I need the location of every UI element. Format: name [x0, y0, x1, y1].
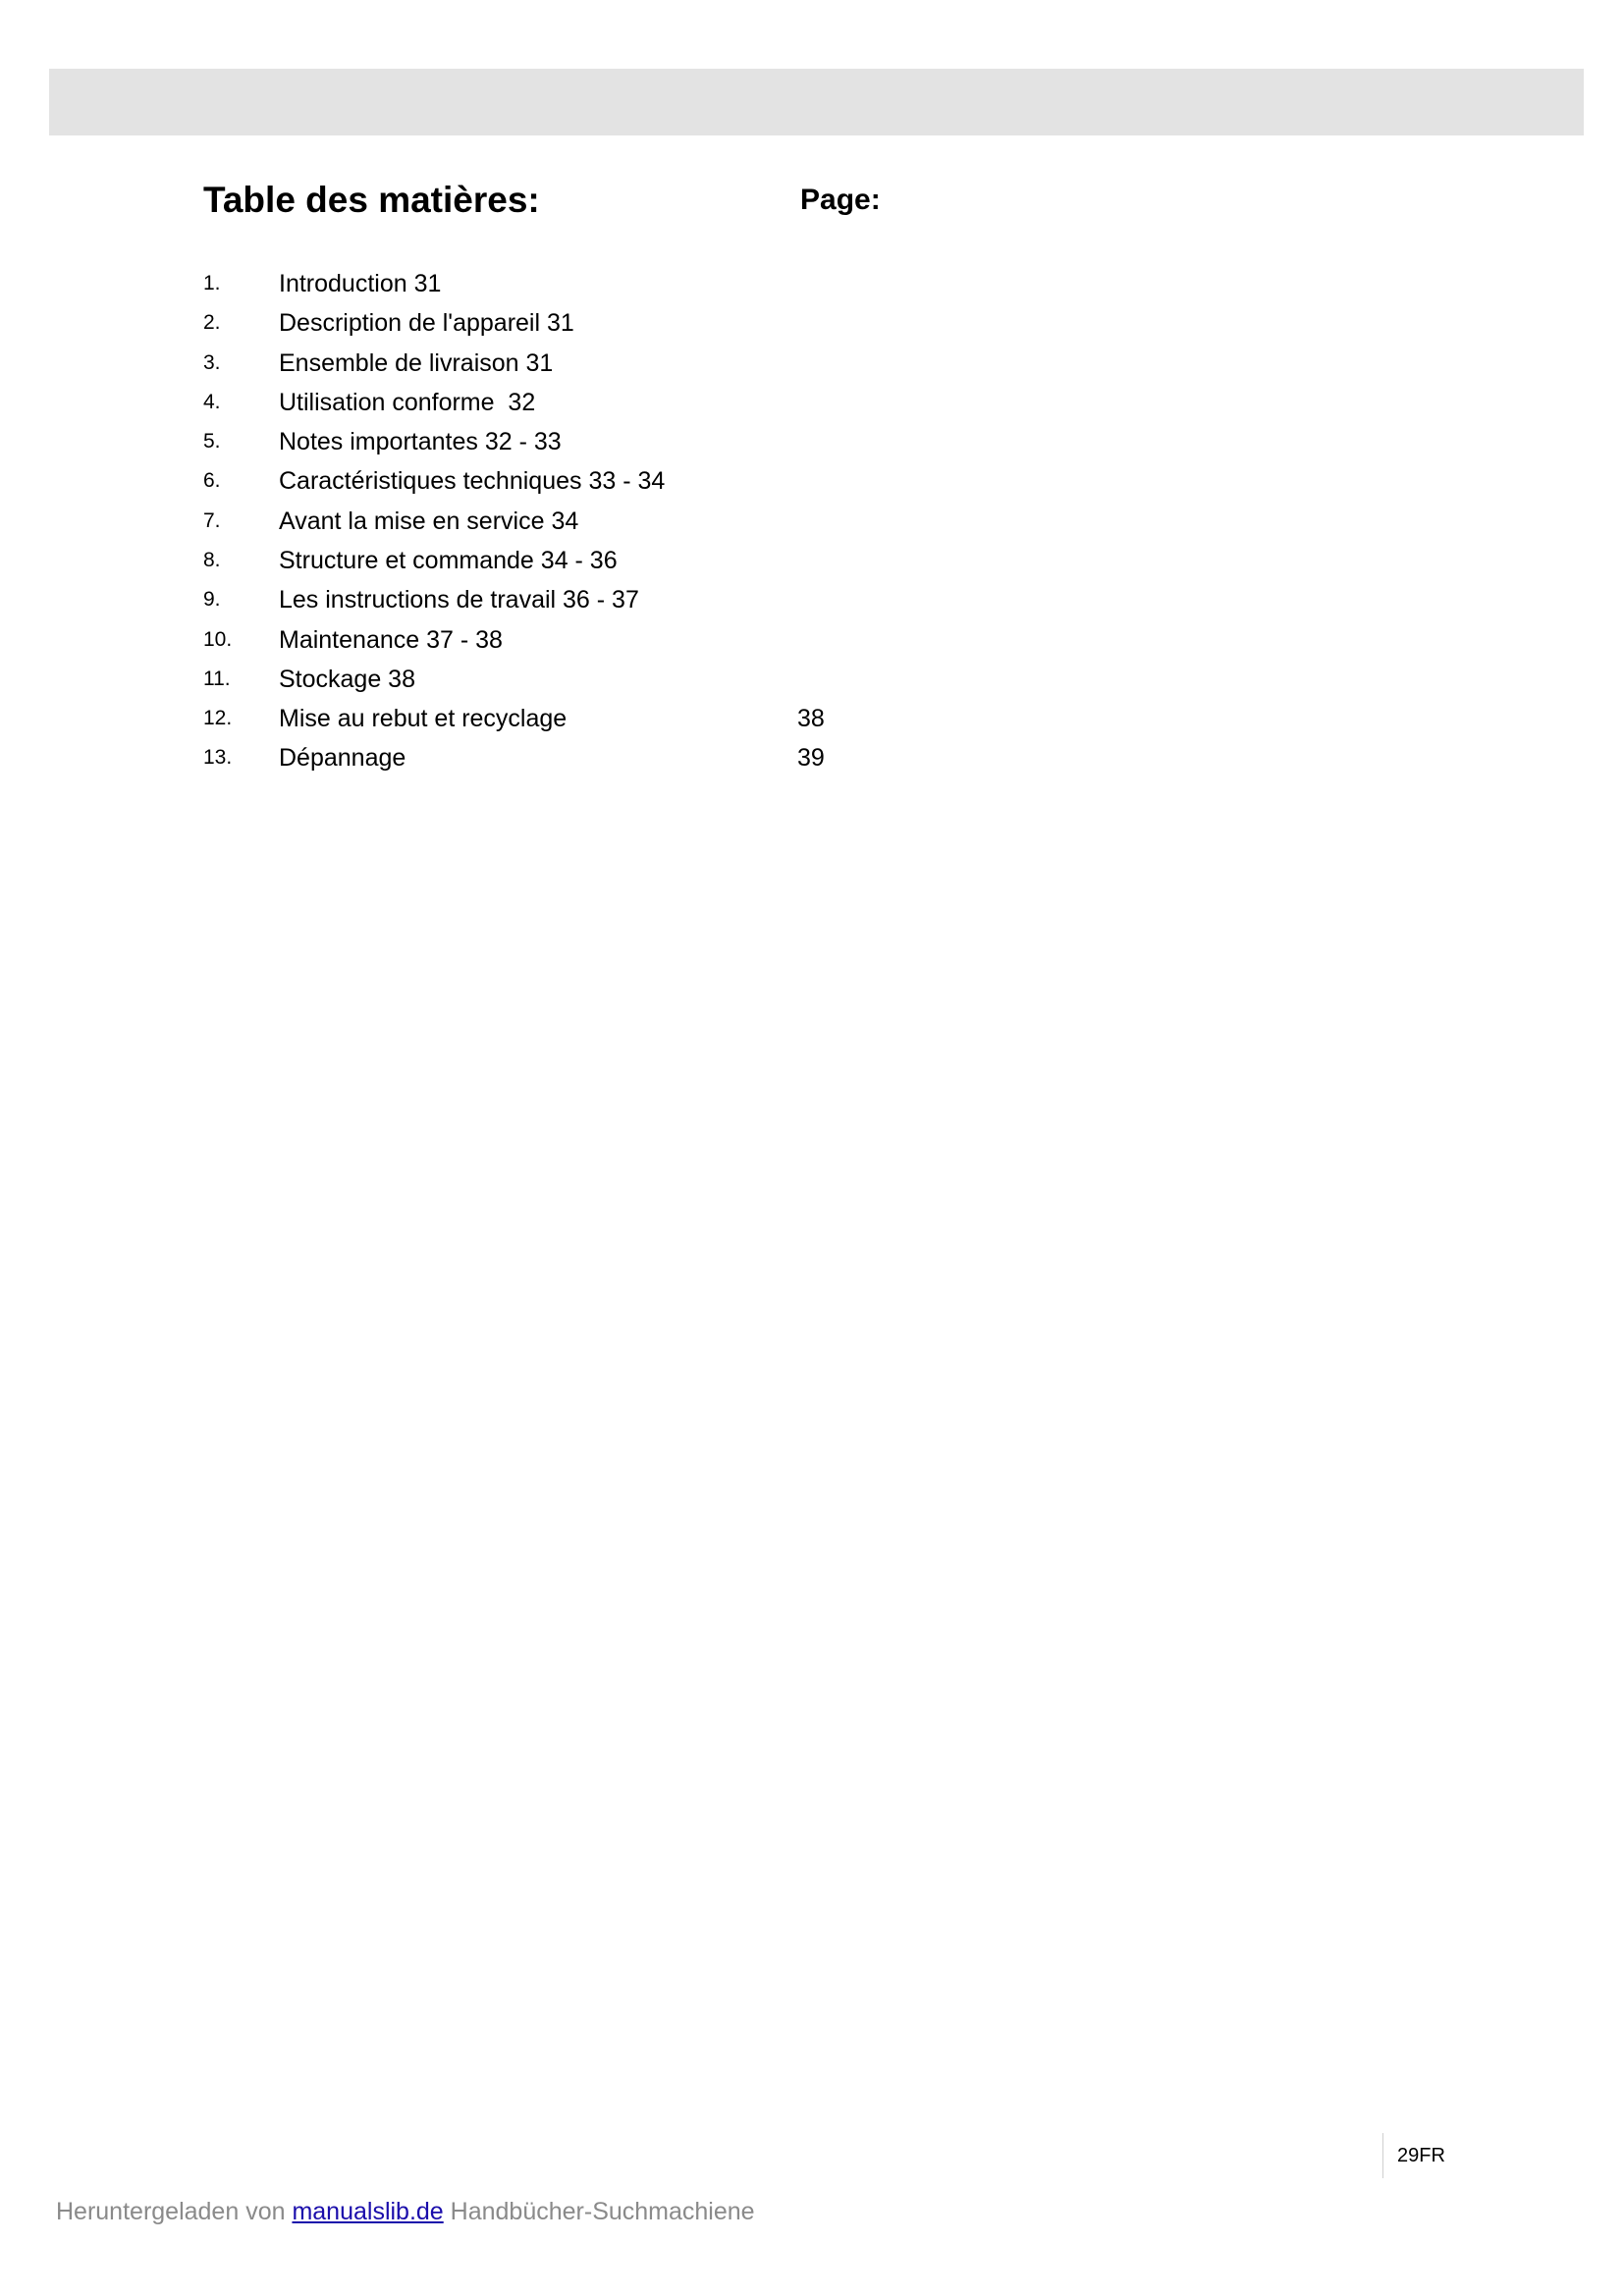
toc-entry	[0, 347, 1624, 382]
toc-entry-text: Mise au rebut et recyclage	[279, 705, 568, 732]
toc-entry-text: Notes importantes 32 - 33	[279, 428, 562, 455]
toc-entry-number: 2.	[203, 311, 221, 334]
toc-entry-number: 11.	[203, 667, 231, 690]
download-footer	[56, 2195, 755, 2228]
toc-entry-number: 12.	[203, 707, 233, 729]
toc-entry-text: Structure et commande 34 - 36	[279, 547, 618, 574]
toc-entry-text: Introduction 31	[279, 270, 442, 297]
manualslib-link[interactable]: manualslib.de	[292, 2198, 444, 2225]
toc-entry-text: Description de l'appareil 31	[279, 309, 574, 337]
toc-entry	[0, 623, 1624, 659]
toc-entry-number: 1.	[203, 272, 221, 294]
toc-entry-text: Ensemble de livraison 31	[279, 349, 554, 377]
toc-entry	[0, 583, 1624, 618]
toc-entry-number: 4.	[203, 391, 221, 413]
toc-entry	[0, 267, 1624, 302]
toc-entry	[0, 386, 1624, 421]
toc-entry-number: 13.	[203, 746, 233, 769]
toc-entry-text: Caractéristiques techniques 33 - 34	[279, 467, 666, 495]
toc-entry	[0, 702, 1624, 737]
toc-entry-number: 3.	[203, 351, 221, 374]
toc-entry	[0, 544, 1624, 579]
toc-entry	[0, 505, 1624, 540]
toc-entry	[0, 663, 1624, 698]
toc-entry	[0, 464, 1624, 500]
toc-entry-number: 6.	[203, 469, 221, 492]
toc-entry-number: 5.	[203, 430, 221, 453]
toc-entry-number: 7.	[203, 509, 221, 532]
toc-title: Table des matières:	[203, 180, 540, 220]
page-column-heading: Page:	[800, 184, 881, 216]
toc-entry	[0, 741, 1624, 776]
page-number: 29FR	[1382, 2133, 1445, 2178]
footer-prefix: Heruntergeladen von	[56, 2198, 293, 2225]
toc-entry-text: Dépannage	[279, 744, 406, 772]
toc-entry-page: 38	[797, 705, 825, 732]
toc-entry-text: Utilisation conforme 32	[279, 389, 536, 416]
footer-suffix: Handbücher-Suchmachiene	[443, 2198, 755, 2225]
toc-entry-text: Stockage 38	[279, 666, 415, 693]
toc-entry-text: Les instructions de travail 36 - 37	[279, 586, 639, 614]
toc-entry	[0, 306, 1624, 342]
toc-entry-number: 10.	[203, 628, 233, 651]
toc-entry-number: 8.	[203, 549, 221, 571]
toc-entry-number: 9.	[203, 588, 221, 611]
toc-entry	[0, 425, 1624, 460]
header-bar	[49, 69, 1584, 135]
toc-entry-text: Avant la mise en service 34	[279, 507, 579, 535]
toc-entry-page: 39	[797, 744, 825, 772]
toc-entry-text: Maintenance 37 - 38	[279, 626, 503, 654]
